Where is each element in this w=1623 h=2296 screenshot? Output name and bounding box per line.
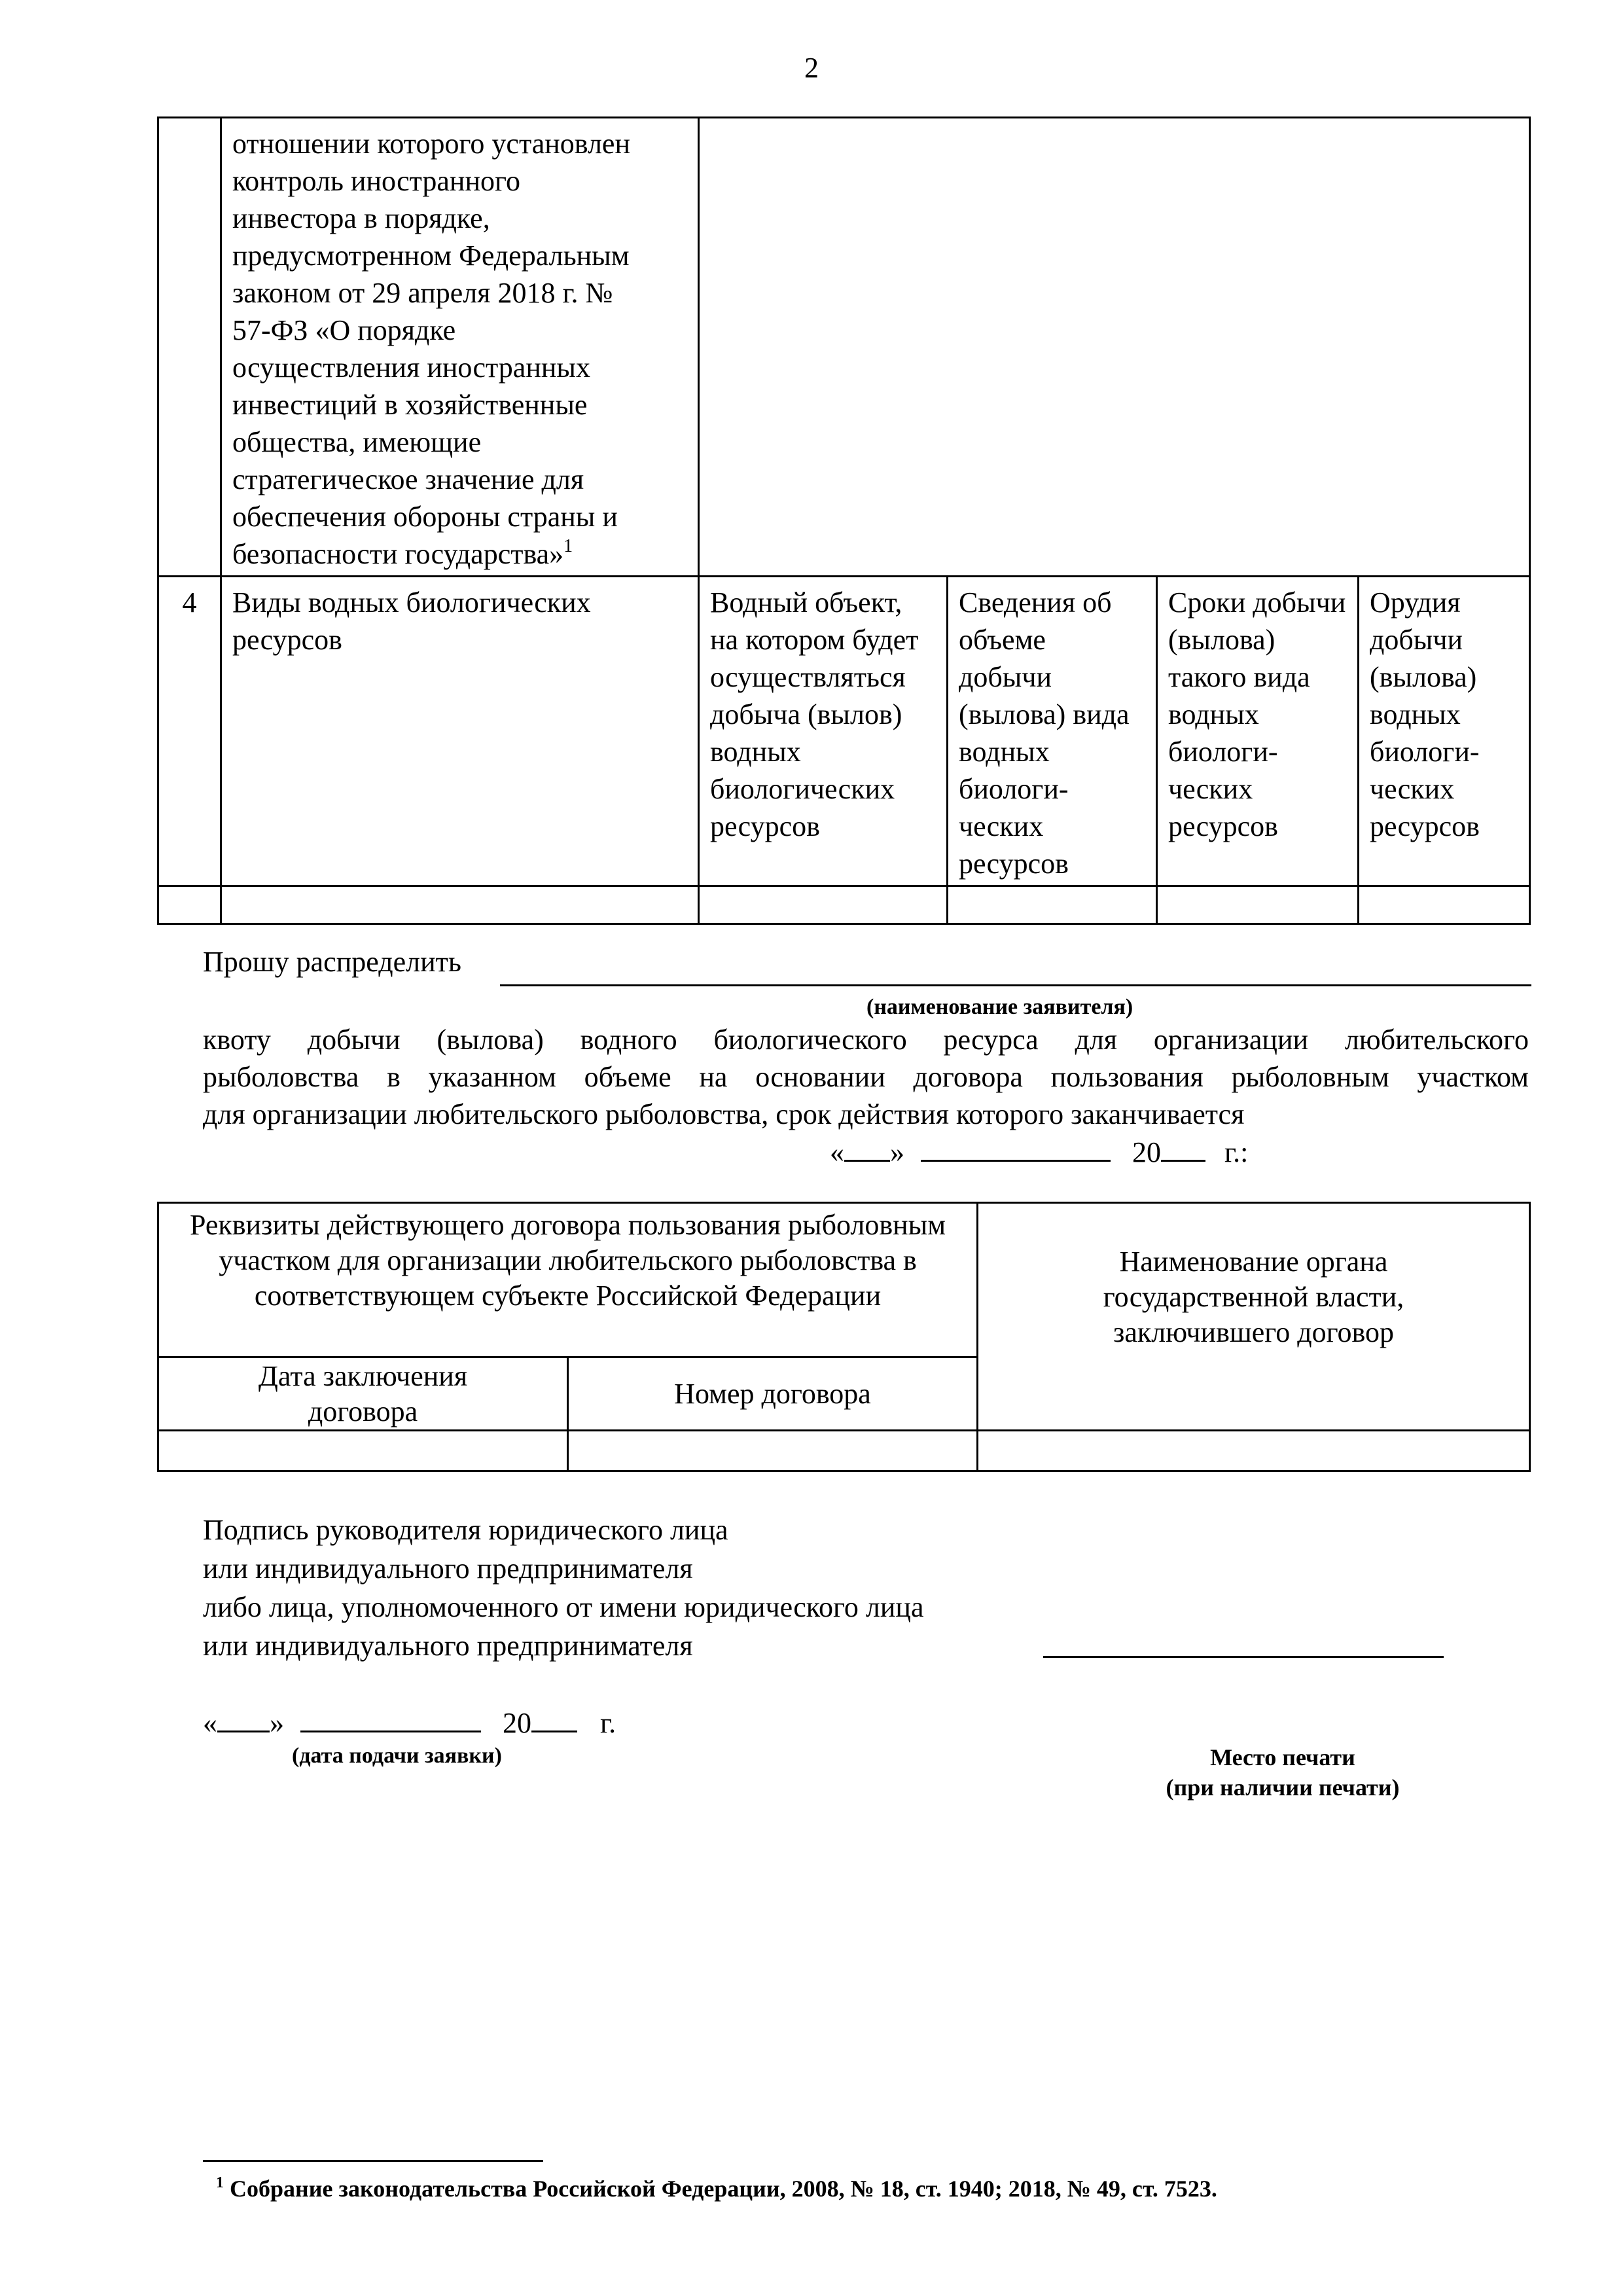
date-quote-open: « [203,1707,217,1739]
signature-line: или индивидуального предпринимателя [203,1630,693,1662]
footnote-separator [203,2160,543,2162]
stamp-note: (при наличии печати) [1166,1774,1400,1801]
year-blank [531,1707,577,1732]
empty-cell [158,886,221,924]
contract-table [157,1202,1531,1472]
row-number-cell [158,118,221,577]
table-row-header [158,1203,1530,1357]
empty-cell [568,1431,978,1471]
authority-header: Наименование органа государственной власти, заключившего договор [978,1203,1530,1431]
merged-empty-cell [699,118,1530,577]
year-suffix: г.: [1224,1136,1249,1168]
signature-blank [1043,1656,1444,1658]
footnote-text: Собрание законодательства Российской Федерации, 2008, № 18, ст. 1940; 2018, № 49, ст. 7523. [230,2176,1217,2202]
request-prefix: Прошу распределить [203,946,461,978]
footnote-number: 1 [216,2174,224,2191]
empty-cell [1359,886,1530,924]
day-blank [844,1136,890,1162]
stamp-label: Место печати [1210,1744,1355,1770]
date-quote-close: » [890,1136,904,1168]
period-header: Сроки добычи (вылова) такого вида водных биологи-ческих ресурсов [1157,577,1359,886]
contract-number-header: Номер договора [568,1357,978,1431]
empty-cell [699,886,948,924]
month-blank [300,1707,481,1732]
signature-line: Подпись руководителя юридического лица [203,1514,728,1546]
year-suffix: г. [600,1707,616,1739]
paragraph-line: для организации любительского рыболовства, срок действия которого заканчивается [203,1098,1245,1130]
empty-cell [221,886,699,924]
date-quote-open: « [830,1136,844,1168]
empty-cell [158,1431,568,1471]
info-table [157,117,1531,925]
month-blank [921,1136,1111,1162]
submission-date-caption: (дата подачи заявки) [292,1744,502,1768]
table-row-empty [158,1431,1530,1471]
signature-line: или индивидуального предпринимателя [203,1552,693,1585]
contract-date-header: Дата заключения договора [158,1357,568,1431]
contract-requisites-header: Реквизиты действующего договора пользования рыболовным участком для организации любительского рыболовства в соответствующем субъекте Российской Федерации [158,1203,978,1357]
stamp-placeholder [1086,1742,1479,1803]
gear-header: Орудия добычи (вылова) водных биологи-ческих ресурсов [1359,577,1530,886]
signature-block [203,1511,923,1665]
year-prefix: 20 [1132,1136,1161,1168]
year-prefix: 20 [503,1707,531,1739]
signature-line: либо лица, уполномоченного от имени юридического лица [203,1591,924,1623]
page-number: 2 [804,52,819,84]
footnote-mark: 1 [563,536,573,556]
footnote [216,2174,1217,2202]
continued-text: отношении которого установлен контроль иностранного инвестора в порядке, предусмотренном Федеральным законом от 29 апреля 2018 г. № 57-ФЗ «О порядке осуществления иностранных инвестиций в хозяйственные общества, имеющие стратегическое значение для обеспечения обороны страны и безопасности государства» [232,128,631,570]
paragraph-line: рыболовства в указанном объеме на основании договора пользования рыболовным участком [203,1061,1529,1093]
applicant-name-line [500,984,1531,986]
empty-cell [978,1431,1530,1471]
continued-text-cell [221,118,699,577]
table-row-empty [158,886,1530,924]
applicant-caption: (наименование заявителя) [866,995,1133,1019]
row-number: 4 [158,577,221,886]
volume-header: Сведения об объеме добычи (вылова) вида водных биологи-ческих ресурсов [948,577,1157,886]
species-label: Виды водных биологических ресурсов [221,577,699,886]
paragraph-line: квоту добычи (вылова) водного биологического ресурса для организации любительского [203,1024,1529,1056]
table-row-4 [158,577,1530,886]
table-row-continued [158,118,1530,577]
year-blank [1161,1136,1205,1162]
request-paragraph [203,1021,1529,1133]
date-quote-close: » [270,1707,284,1739]
day-blank [217,1707,270,1732]
empty-cell [948,886,1157,924]
contract-end-date [830,1136,1248,1167]
empty-cell [1157,886,1359,924]
submission-date [203,1707,616,1738]
water-body-header: Водный объект, на котором будет осуществляться добыча (вылов) водных биологических ресурсов [699,577,948,886]
